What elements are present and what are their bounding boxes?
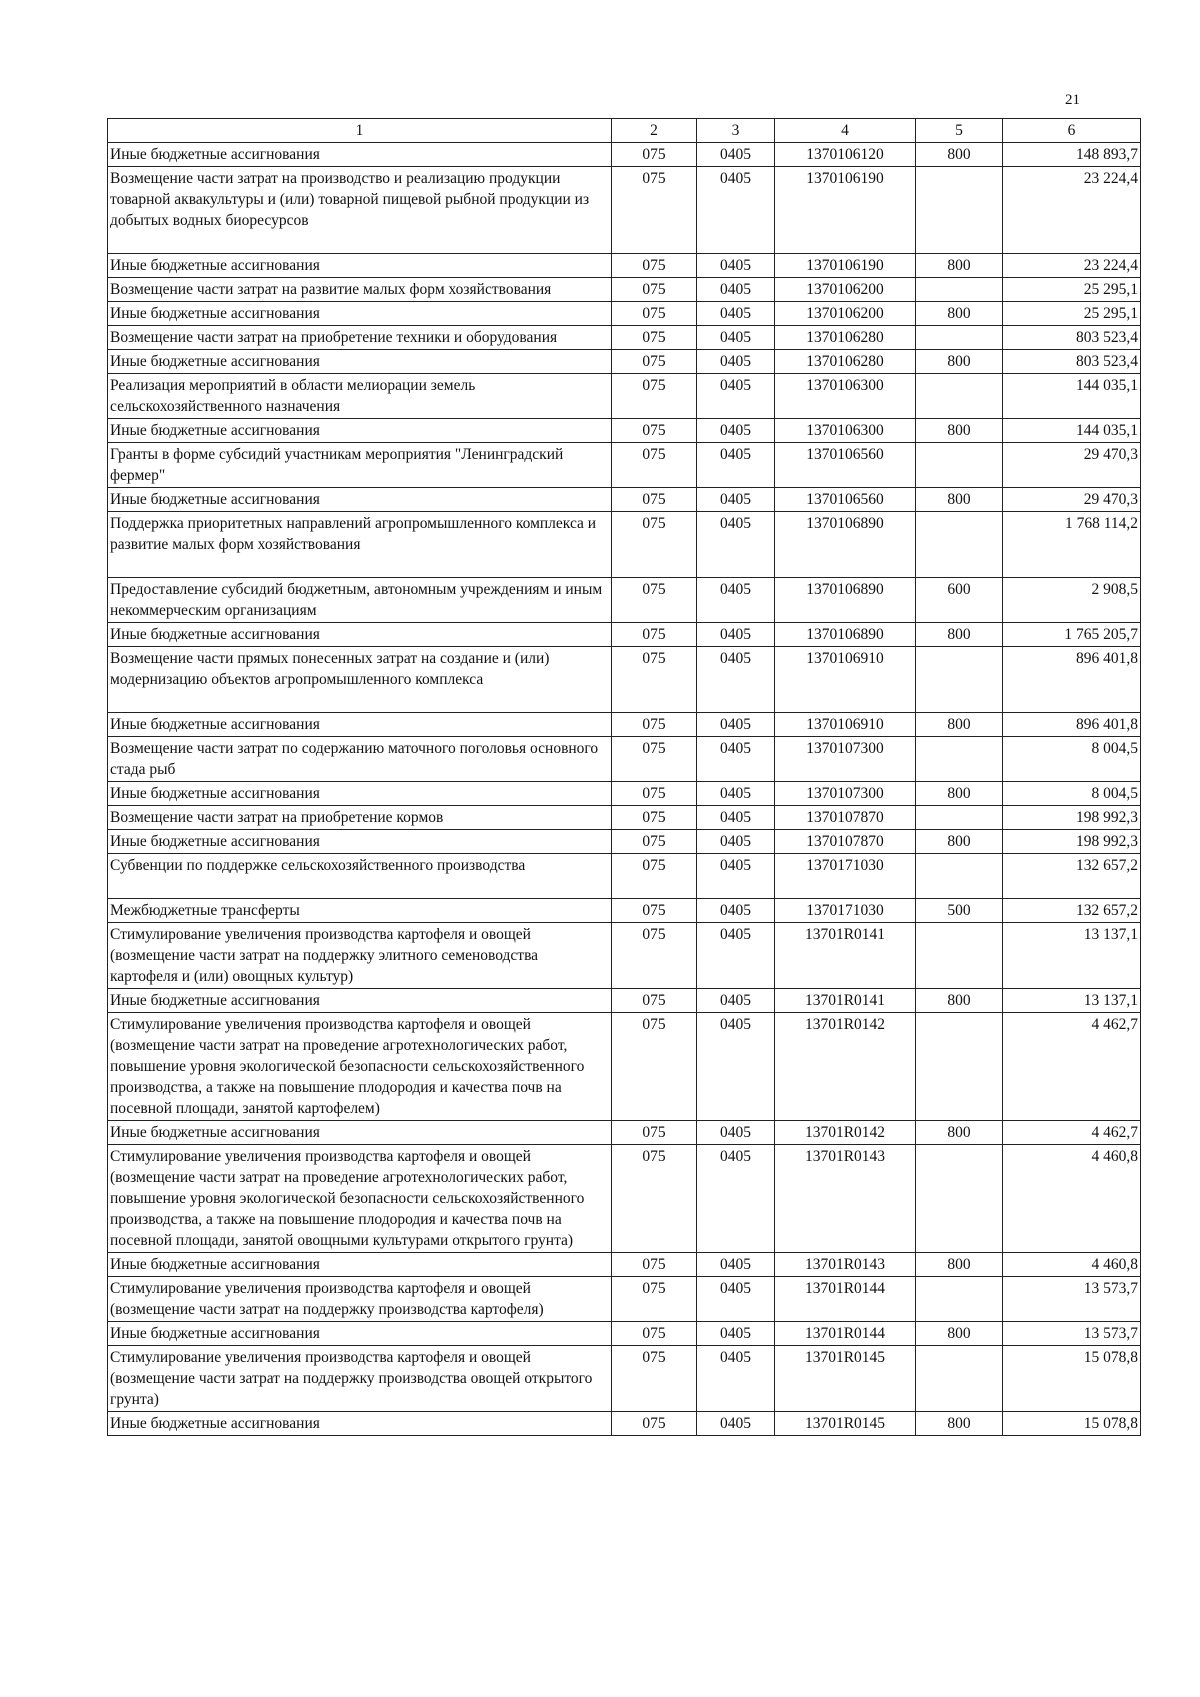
table-row [108, 167, 1141, 254]
section-code-cell: 0405 [697, 623, 775, 647]
amount-cell: 23 224,4 [1003, 167, 1141, 254]
target-article-cell: 13701R0144 [775, 1322, 916, 1346]
amount-cell: 132 657,2 [1003, 854, 1141, 899]
expense-type-cell: 500 [916, 899, 1003, 923]
section-code-cell: 0405 [697, 1121, 775, 1145]
admin-code-cell: 075 [612, 374, 697, 419]
amount-cell: 13 573,7 [1003, 1322, 1141, 1346]
expense-type-cell [916, 737, 1003, 782]
column-header-4: 4 [775, 119, 916, 143]
admin-code-cell: 075 [612, 647, 697, 713]
table-row [108, 443, 1141, 488]
table-row [108, 713, 1141, 737]
table-row [108, 374, 1141, 419]
amount-cell: 4 462,7 [1003, 1013, 1141, 1121]
budget-table [107, 118, 1141, 1436]
target-article-cell: 1370106200 [775, 278, 916, 302]
expense-type-cell: 800 [916, 488, 1003, 512]
table-row [108, 899, 1141, 923]
row-name-cell: Стимулирование увеличения производства картофеля и овощей (возмещение части затрат на проведение агротехнологических работ, повышение уровня экологической безопасности сельскохозяйственного производства, а также на повышение плодородия и качества почв на посевной площади, занятой картофелем) [108, 1013, 612, 1121]
expense-type-cell [916, 326, 1003, 350]
section-code-cell: 0405 [697, 647, 775, 713]
row-name-cell: Иные бюджетные ассигнования [108, 143, 612, 167]
amount-cell: 29 470,3 [1003, 488, 1141, 512]
target-article-cell: 1370106560 [775, 488, 916, 512]
expense-type-cell: 800 [916, 1412, 1003, 1436]
expense-type-cell: 800 [916, 302, 1003, 326]
expense-type-cell [916, 512, 1003, 578]
row-name-cell: Субвенции по поддержке сельскохозяйственного производства [108, 854, 612, 899]
column-header-5: 5 [916, 119, 1003, 143]
amount-cell: 198 992,3 [1003, 806, 1141, 830]
amount-cell: 25 295,1 [1003, 302, 1141, 326]
target-article-cell: 1370106890 [775, 623, 916, 647]
amount-cell: 2 908,5 [1003, 578, 1141, 623]
section-code-cell: 0405 [697, 443, 775, 488]
table-row [108, 1121, 1141, 1145]
table-row [108, 854, 1141, 899]
target-article-cell: 1370106890 [775, 578, 916, 623]
expense-type-cell [916, 806, 1003, 830]
target-article-cell: 13701R0141 [775, 923, 916, 989]
target-article-cell: 13701R0145 [775, 1412, 916, 1436]
page-number: 21 [1065, 92, 1080, 108]
row-name-cell: Иные бюджетные ассигнования [108, 1412, 612, 1436]
row-name-cell: Возмещение части затрат на приобретение кормов [108, 806, 612, 830]
section-code-cell: 0405 [697, 254, 775, 278]
table-row [108, 488, 1141, 512]
table-row [108, 782, 1141, 806]
amount-cell: 896 401,8 [1003, 647, 1141, 713]
row-name-cell: Иные бюджетные ассигнования [108, 830, 612, 854]
admin-code-cell: 075 [612, 167, 697, 254]
table-row [108, 302, 1141, 326]
row-name-cell: Возмещение части затрат на производство и реализацию продукции товарной аквакультуры и (или) товарной пищевой рыбной продукции из добытых водных биоресурсов [108, 167, 612, 254]
expense-type-cell [916, 167, 1003, 254]
section-code-cell: 0405 [697, 1013, 775, 1121]
row-name-cell: Иные бюджетные ассигнования [108, 623, 612, 647]
admin-code-cell: 075 [612, 254, 697, 278]
table-row [108, 989, 1141, 1013]
admin-code-cell: 075 [612, 782, 697, 806]
table-row [108, 254, 1141, 278]
amount-cell: 148 893,7 [1003, 143, 1141, 167]
row-name-cell: Возмещение части затрат на развитие малых форм хозяйствования [108, 278, 612, 302]
row-name-cell: Возмещение части затрат по содержанию маточного поголовья основного стада рыб [108, 737, 612, 782]
expense-type-cell: 600 [916, 578, 1003, 623]
table-row [108, 1253, 1141, 1277]
amount-cell: 13 573,7 [1003, 1277, 1141, 1322]
row-name-cell: Межбюджетные трансферты [108, 899, 612, 923]
row-name-cell: Возмещение части затрат на приобретение техники и оборудования [108, 326, 612, 350]
target-article-cell: 13701R0142 [775, 1013, 916, 1121]
expense-type-cell [916, 443, 1003, 488]
row-name-cell: Предоставление субсидий бюджетным, автономным учреждениям и иным некоммерческим организациям [108, 578, 612, 623]
table-row [108, 326, 1141, 350]
expense-type-cell: 800 [916, 989, 1003, 1013]
row-name-cell: Возмещение части прямых понесенных затрат на создание и (или) модернизацию объектов агропромышленного комплекса [108, 647, 612, 713]
amount-cell: 1 765 205,7 [1003, 623, 1141, 647]
expense-type-cell: 800 [916, 830, 1003, 854]
target-article-cell: 1370106910 [775, 647, 916, 713]
expense-type-cell [916, 1013, 1003, 1121]
admin-code-cell: 075 [612, 1145, 697, 1253]
section-code-cell: 0405 [697, 1346, 775, 1412]
expense-type-cell [916, 647, 1003, 713]
section-code-cell: 0405 [697, 1253, 775, 1277]
table-row [108, 278, 1141, 302]
row-name-cell: Иные бюджетные ассигнования [108, 488, 612, 512]
amount-cell: 803 523,4 [1003, 326, 1141, 350]
table-row [108, 623, 1141, 647]
section-code-cell: 0405 [697, 1145, 775, 1253]
target-article-cell: 13701R0142 [775, 1121, 916, 1145]
section-code-cell: 0405 [697, 806, 775, 830]
table-row [108, 1412, 1141, 1436]
row-name-cell: Иные бюджетные ассигнования [108, 302, 612, 326]
target-article-cell: 1370106300 [775, 419, 916, 443]
expense-type-cell [916, 923, 1003, 989]
admin-code-cell: 075 [612, 923, 697, 989]
admin-code-cell: 075 [612, 1412, 697, 1436]
amount-cell: 132 657,2 [1003, 899, 1141, 923]
expense-type-cell [916, 1277, 1003, 1322]
expense-type-cell: 800 [916, 419, 1003, 443]
table-row [108, 1145, 1141, 1253]
row-name-cell: Поддержка приоритетных направлений агропромышленного комплекса и развитие малых форм хозяйствования [108, 512, 612, 578]
expense-type-cell [916, 854, 1003, 899]
amount-cell: 15 078,8 [1003, 1412, 1141, 1436]
section-code-cell: 0405 [697, 419, 775, 443]
target-article-cell: 1370106280 [775, 326, 916, 350]
expense-type-cell: 800 [916, 1322, 1003, 1346]
target-article-cell: 1370107300 [775, 737, 916, 782]
expense-type-cell [916, 1346, 1003, 1412]
admin-code-cell: 075 [612, 443, 697, 488]
amount-cell: 13 137,1 [1003, 989, 1141, 1013]
admin-code-cell: 075 [612, 713, 697, 737]
target-article-cell: 1370106200 [775, 302, 916, 326]
admin-code-cell: 075 [612, 737, 697, 782]
admin-code-cell: 075 [612, 512, 697, 578]
admin-code-cell: 075 [612, 143, 697, 167]
section-code-cell: 0405 [697, 278, 775, 302]
target-article-cell: 1370171030 [775, 854, 916, 899]
expense-type-cell: 800 [916, 350, 1003, 374]
row-name-cell: Стимулирование увеличения производства картофеля и овощей (возмещение части затрат на поддержку производства картофеля) [108, 1277, 612, 1322]
admin-code-cell: 075 [612, 854, 697, 899]
section-code-cell: 0405 [697, 782, 775, 806]
amount-cell: 144 035,1 [1003, 419, 1141, 443]
target-article-cell: 1370106910 [775, 713, 916, 737]
expense-type-cell: 800 [916, 713, 1003, 737]
admin-code-cell: 075 [612, 278, 697, 302]
expense-type-cell: 800 [916, 254, 1003, 278]
section-code-cell: 0405 [697, 1322, 775, 1346]
admin-code-cell: 075 [612, 1322, 697, 1346]
row-name-cell: Стимулирование увеличения производства картофеля и овощей (возмещение части затрат на поддержку производства овощей открытого грунта) [108, 1346, 612, 1412]
target-article-cell: 13701R0144 [775, 1277, 916, 1322]
row-name-cell: Иные бюджетные ассигнования [108, 989, 612, 1013]
table-row [108, 419, 1141, 443]
section-code-cell: 0405 [697, 1412, 775, 1436]
column-header-3: 3 [697, 119, 775, 143]
admin-code-cell: 075 [612, 350, 697, 374]
section-code-cell: 0405 [697, 854, 775, 899]
section-code-cell: 0405 [697, 1277, 775, 1322]
section-code-cell: 0405 [697, 713, 775, 737]
amount-cell: 4 462,7 [1003, 1121, 1141, 1145]
table-row [108, 1346, 1141, 1412]
amount-cell: 8 004,5 [1003, 782, 1141, 806]
admin-code-cell: 075 [612, 1277, 697, 1322]
expense-type-cell: 800 [916, 143, 1003, 167]
amount-cell: 4 460,8 [1003, 1145, 1141, 1253]
target-article-cell: 1370106890 [775, 512, 916, 578]
expense-type-cell: 800 [916, 782, 1003, 806]
table-row [108, 350, 1141, 374]
admin-code-cell: 075 [612, 302, 697, 326]
table-row [108, 512, 1141, 578]
target-article-cell: 1370106560 [775, 443, 916, 488]
admin-code-cell: 075 [612, 419, 697, 443]
admin-code-cell: 075 [612, 1013, 697, 1121]
table-row [108, 1013, 1141, 1121]
amount-cell: 4 460,8 [1003, 1253, 1141, 1277]
section-code-cell: 0405 [697, 578, 775, 623]
row-name-cell: Иные бюджетные ассигнования [108, 350, 612, 374]
column-header-2: 2 [612, 119, 697, 143]
row-name-cell: Реализация мероприятий в области мелиорации земель сельскохозяйственного назначения [108, 374, 612, 419]
amount-cell: 8 004,5 [1003, 737, 1141, 782]
admin-code-cell: 075 [612, 830, 697, 854]
section-code-cell: 0405 [697, 989, 775, 1013]
admin-code-cell: 075 [612, 488, 697, 512]
target-article-cell: 1370106300 [775, 374, 916, 419]
section-code-cell: 0405 [697, 350, 775, 374]
table-row [108, 1322, 1141, 1346]
column-header-6: 6 [1003, 119, 1141, 143]
admin-code-cell: 075 [612, 899, 697, 923]
amount-cell: 13 137,1 [1003, 923, 1141, 989]
expense-type-cell [916, 1145, 1003, 1253]
amount-cell: 803 523,4 [1003, 350, 1141, 374]
section-code-cell: 0405 [697, 326, 775, 350]
section-code-cell: 0405 [697, 737, 775, 782]
target-article-cell: 1370106190 [775, 254, 916, 278]
expense-type-cell [916, 374, 1003, 419]
amount-cell: 15 078,8 [1003, 1346, 1141, 1412]
section-code-cell: 0405 [697, 374, 775, 419]
table-row [108, 143, 1141, 167]
admin-code-cell: 075 [612, 578, 697, 623]
section-code-cell: 0405 [697, 488, 775, 512]
row-name-cell: Иные бюджетные ассигнования [108, 1121, 612, 1145]
row-name-cell: Иные бюджетные ассигнования [108, 419, 612, 443]
target-article-cell: 1370106280 [775, 350, 916, 374]
admin-code-cell: 075 [612, 1346, 697, 1412]
admin-code-cell: 075 [612, 1121, 697, 1145]
amount-cell: 1 768 114,2 [1003, 512, 1141, 578]
table-row [108, 578, 1141, 623]
expense-type-cell: 800 [916, 1121, 1003, 1145]
header-row [108, 119, 1141, 143]
row-name-cell: Стимулирование увеличения производства картофеля и овощей (возмещение части затрат на поддержку элитного семеноводства картофеля и (или) овощных культур) [108, 923, 612, 989]
section-code-cell: 0405 [697, 143, 775, 167]
table-row [108, 830, 1141, 854]
section-code-cell: 0405 [697, 923, 775, 989]
target-article-cell: 1370107870 [775, 830, 916, 854]
amount-cell: 23 224,4 [1003, 254, 1141, 278]
table-body [108, 143, 1141, 1436]
section-code-cell: 0405 [697, 830, 775, 854]
target-article-cell: 1370171030 [775, 899, 916, 923]
section-code-cell: 0405 [697, 512, 775, 578]
table-row [108, 806, 1141, 830]
admin-code-cell: 075 [612, 326, 697, 350]
amount-cell: 896 401,8 [1003, 713, 1141, 737]
target-article-cell: 13701R0143 [775, 1145, 916, 1253]
table-row [108, 923, 1141, 989]
row-name-cell: Иные бюджетные ассигнования [108, 1253, 612, 1277]
target-article-cell: 13701R0141 [775, 989, 916, 1013]
row-name-cell: Иные бюджетные ассигнования [108, 713, 612, 737]
expense-type-cell [916, 278, 1003, 302]
expense-type-cell: 800 [916, 623, 1003, 647]
target-article-cell: 1370106190 [775, 167, 916, 254]
amount-cell: 25 295,1 [1003, 278, 1141, 302]
row-name-cell: Иные бюджетные ассигнования [108, 1322, 612, 1346]
admin-code-cell: 075 [612, 806, 697, 830]
table-row [108, 647, 1141, 713]
admin-code-cell: 075 [612, 623, 697, 647]
row-name-cell: Гранты в форме субсидий участникам мероприятия "Ленинградский фермер" [108, 443, 612, 488]
target-article-cell: 1370107870 [775, 806, 916, 830]
table-row [108, 1277, 1141, 1322]
column-header-1: 1 [108, 119, 612, 143]
target-article-cell: 1370106120 [775, 143, 916, 167]
section-code-cell: 0405 [697, 899, 775, 923]
row-name-cell: Иные бюджетные ассигнования [108, 254, 612, 278]
amount-cell: 144 035,1 [1003, 374, 1141, 419]
section-code-cell: 0405 [697, 167, 775, 254]
target-article-cell: 13701R0143 [775, 1253, 916, 1277]
admin-code-cell: 075 [612, 1253, 697, 1277]
row-name-cell: Иные бюджетные ассигнования [108, 782, 612, 806]
amount-cell: 29 470,3 [1003, 443, 1141, 488]
target-article-cell: 1370107300 [775, 782, 916, 806]
expense-type-cell: 800 [916, 1253, 1003, 1277]
row-name-cell: Стимулирование увеличения производства картофеля и овощей (возмещение части затрат на проведение агротехнологических работ, повышение уровня экологической безопасности сельскохозяйственного производства, а также на повышение плодородия и качества почв на посевной площади, занятой овощными культурами открытого грунта) [108, 1145, 612, 1253]
amount-cell: 198 992,3 [1003, 830, 1141, 854]
section-code-cell: 0405 [697, 302, 775, 326]
table-row [108, 737, 1141, 782]
admin-code-cell: 075 [612, 989, 697, 1013]
target-article-cell: 13701R0145 [775, 1346, 916, 1412]
